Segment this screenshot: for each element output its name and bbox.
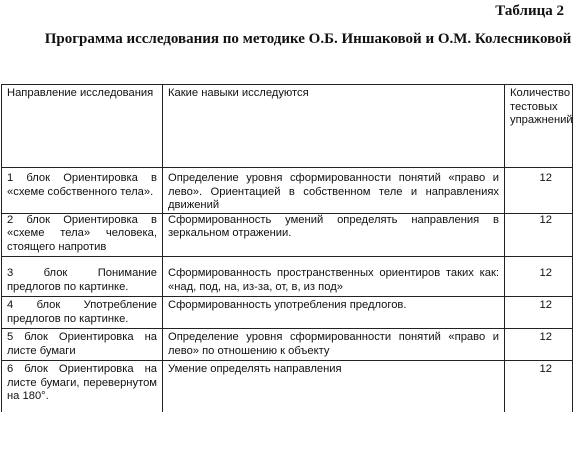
row-skills: Сформированность пространственных ориентиров таких как: «над, под, на, из-за, от, в, из под» <box>163 257 505 297</box>
row-skills: Определение уровня сформированности понятий «право и лево». Ориентацией в собственном теле и направлениях движений <box>163 168 505 214</box>
row-count: 12 <box>505 361 573 412</box>
row-skills: Сформированность умений определять направления в зеркальном отражении. <box>163 213 505 257</box>
row-count: 12 <box>505 213 573 257</box>
document-title: Программа исследования по методике О.Б. Иншаковой и О.М. Колесниковой <box>44 31 572 47</box>
header-skills: Какие навыки исследуются <box>163 85 505 168</box>
row-direction: 6 блок Ориентировка на листе бумаги, перевернутом на 180°. <box>2 361 163 412</box>
row-count: 12 <box>505 329 573 361</box>
row-count: 12 <box>505 257 573 297</box>
research-program-table <box>1 84 573 412</box>
row-direction: 2 блок Ориентировка в «схеме тела» человека, стоящего напротив <box>2 213 163 257</box>
row-direction: 3 блок Понимание предлогов по картинке. <box>2 257 163 297</box>
table-row <box>2 297 573 329</box>
header-count: Количество тестовых упражнений <box>505 85 573 168</box>
table-row <box>2 168 573 214</box>
header-direction: Направление исследования <box>2 85 163 168</box>
row-direction: 5 блок Ориентировка на листе бумаги <box>2 329 163 361</box>
table-header-row <box>2 85 573 168</box>
row-skills: Сформированность употребления предлогов. <box>163 297 505 329</box>
row-skills: Определение уровня сформированности понятий «право и лево» по отношению к объекту <box>163 329 505 361</box>
table-row <box>2 257 573 297</box>
row-direction: 1 блок Ориентировка в «схеме собственного тела». <box>2 168 163 214</box>
table-row <box>2 329 573 361</box>
table-number-label: Таблица 2 <box>495 3 564 19</box>
table-row <box>2 213 573 257</box>
row-direction: 4 блок Употребление предлогов по картинке. <box>2 297 163 329</box>
row-skills: Умение определять направления <box>163 361 505 412</box>
table-row <box>2 361 573 412</box>
row-count: 12 <box>505 297 573 329</box>
row-count: 12 <box>505 168 573 214</box>
